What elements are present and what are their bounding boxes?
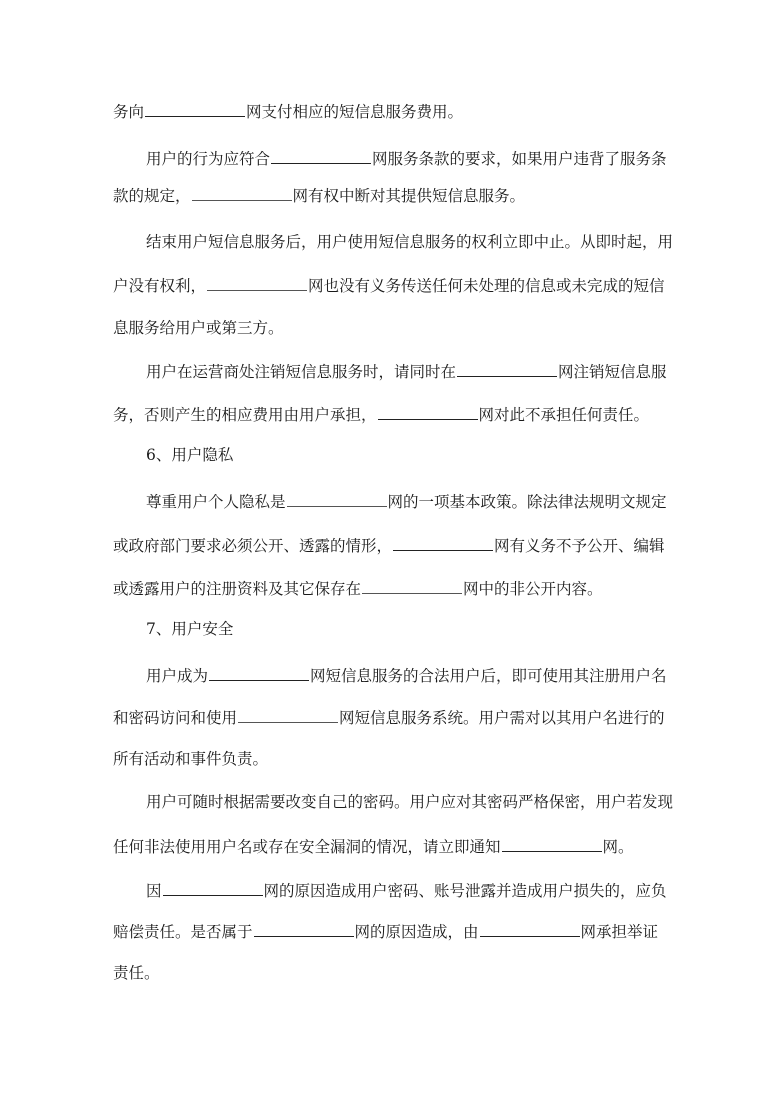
text-segment: 或透露用户的注册资料及其它保存在	[113, 580, 362, 598]
fill-in-blank	[254, 919, 354, 937]
text-segment: 用户在运营商处注销短信息服务时，请同时在	[146, 363, 457, 381]
text-line	[113, 183, 525, 205]
fill-in-blank	[238, 705, 338, 723]
text-segment: 所有活动和事件负责。	[113, 750, 269, 768]
fill-in-blank	[378, 402, 478, 420]
text-segment: 网的原因造成，由	[354, 923, 479, 941]
text-line	[146, 663, 667, 685]
text-segment: 6、用户隐私	[146, 446, 234, 464]
text-segment: 网服务条款的要求，如果用户违背了服务条	[372, 150, 667, 168]
text-segment: 因	[146, 882, 162, 900]
text-line	[113, 273, 665, 295]
text-segment: 网也没有义务传送任何未处理的信息或未完成的短信	[308, 277, 665, 295]
text-segment: 户没有权利，	[113, 277, 207, 295]
text-segment: 网支付相应的短信息服务费用。	[246, 103, 464, 121]
text-line	[146, 444, 233, 466]
text-segment: 务向	[113, 103, 145, 121]
fill-in-blank	[163, 878, 263, 896]
text-line	[146, 878, 667, 900]
fill-in-blank	[502, 834, 602, 852]
text-segment: 息服务给用户或第三方。	[113, 319, 284, 337]
text-segment: 用户成为	[146, 667, 209, 685]
fill-in-blank	[192, 183, 292, 201]
text-segment: 或政府部门要求必须公开、透露的情形，	[113, 537, 393, 555]
text-segment: 和密码访问和使用	[113, 709, 238, 727]
fill-in-blank	[207, 273, 307, 291]
text-segment: 任何非法使用用户名或存在安全漏洞的情况，请立即通知	[113, 838, 501, 856]
text-line	[146, 489, 667, 511]
fill-in-blank	[145, 99, 245, 117]
text-line	[113, 705, 665, 727]
text-line	[146, 618, 233, 640]
text-line	[113, 962, 160, 984]
text-segment: 网。	[602, 838, 634, 856]
text-segment: 网的一项基本政策。除法律法规明文规定	[387, 493, 667, 511]
text-segment: 责任。	[113, 964, 160, 982]
fill-in-blank	[362, 576, 462, 594]
text-segment: 7、用户安全	[146, 620, 234, 638]
fill-in-blank	[480, 919, 580, 937]
text-segment: 务，否则产生的相应费用由用户承担，	[113, 406, 377, 424]
text-segment: 网注销短信息服	[558, 363, 667, 381]
text-segment: 网有权中断对其提供短信息服务。	[292, 187, 526, 205]
text-line	[146, 359, 667, 381]
text-line	[113, 834, 634, 856]
text-segment: 网对此不承担任何责任。	[478, 406, 650, 424]
text-segment: 用户的行为应符合	[146, 150, 271, 168]
text-line	[146, 146, 667, 168]
fill-in-blank	[287, 489, 387, 507]
text-line	[113, 748, 268, 770]
text-segment: 网中的非公开内容。	[463, 580, 603, 598]
text-line	[113, 576, 603, 598]
text-line	[146, 231, 673, 253]
text-line	[113, 402, 649, 424]
text-segment: 网承担举证	[580, 923, 659, 941]
fill-in-blank	[393, 533, 493, 551]
text-segment: 结束用户短信息服务后，用户使用短信息服务的权利立即中止。从即时起，用	[146, 233, 674, 251]
text-line	[146, 791, 673, 813]
text-line	[113, 533, 665, 555]
text-line	[113, 99, 463, 121]
text-line	[113, 317, 284, 339]
text-segment: 赔偿责任。是否属于	[113, 923, 253, 941]
text-line	[113, 919, 658, 941]
text-segment: 网短信息服务系统。用户需对以其用户名进行的	[339, 709, 665, 727]
fill-in-blank	[457, 359, 557, 377]
text-segment: 网的原因造成用户密码、账号泄露并造成用户损失的，应负	[263, 882, 667, 900]
fill-in-blank	[271, 146, 371, 164]
text-segment: 款的规定，	[113, 187, 191, 205]
text-segment: 网短信息服务的合法用户后，即可使用其注册用户名	[310, 667, 667, 685]
text-segment: 尊重用户个人隐私是	[146, 493, 286, 511]
text-segment: 网有义务不予公开、编辑	[494, 537, 665, 555]
fill-in-blank	[209, 663, 309, 681]
text-segment: 用户可随时根据需要改变自己的密码。用户应对其密码严格保密，用户若发现	[146, 793, 674, 811]
